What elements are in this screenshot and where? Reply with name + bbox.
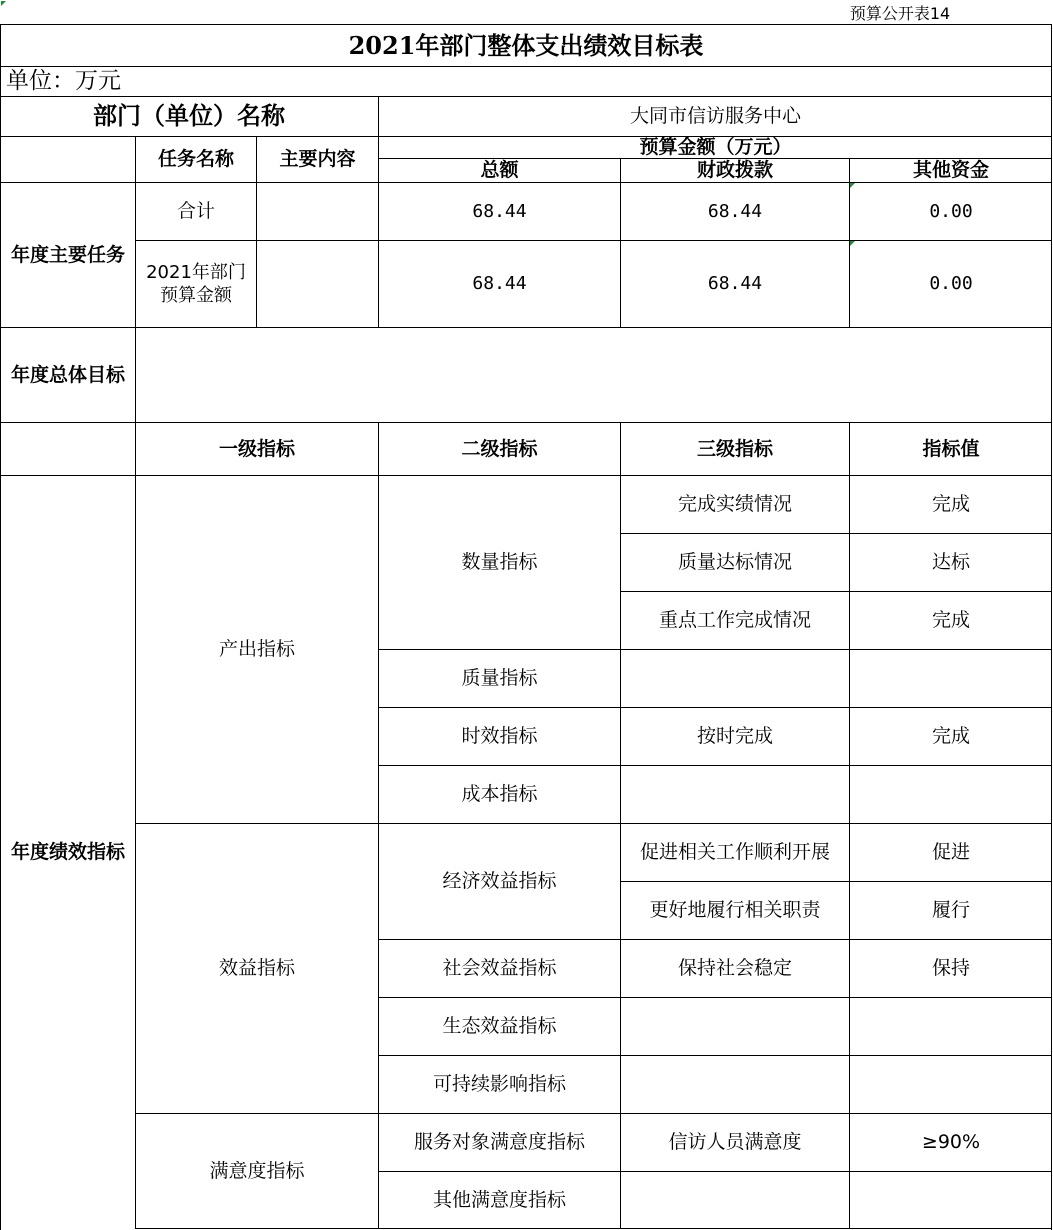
value-cell: 保持: [931, 957, 970, 980]
perf-indicators-label: 年度绩效指标: [10, 841, 125, 864]
header-other: 其他资金: [912, 159, 989, 182]
level1-benefit: 效益指标: [218, 957, 295, 980]
level3-cell: 完成实绩情况: [677, 493, 792, 516]
level3-cell: [621, 1172, 849, 1228]
level2-timeliness: 时效指标: [461, 725, 538, 748]
value-cell: ≥90%: [921, 1131, 981, 1154]
level3-cell: [621, 998, 849, 1055]
level3-cell: 按时完成: [696, 725, 773, 748]
task-other: 0.00: [929, 273, 973, 295]
task-content: [257, 183, 378, 240]
header-task-name: 任务名称: [157, 148, 234, 171]
level2-cost: 成本指标: [461, 783, 538, 806]
task-name: 2021年部门 预算金额: [146, 261, 246, 306]
task-total: 68.44: [472, 273, 527, 295]
annual-tasks-label: 年度主要任务: [10, 243, 125, 266]
level1-output: 产出指标: [218, 638, 295, 661]
value-cell: [850, 1172, 1052, 1228]
header-fiscal: 财政拨款: [696, 159, 773, 182]
header-main-content: 主要内容: [279, 148, 356, 171]
level3-cell: 信访人员满意度: [668, 1131, 802, 1154]
indicator-header-value: 指标值: [922, 437, 980, 460]
indicator-header-level1: 一级指标: [218, 437, 295, 460]
value-cell: 完成: [931, 725, 970, 748]
level3-cell: 更好地履行相关职责: [649, 899, 821, 922]
dept-label: 部门（单位）名称: [93, 101, 285, 130]
value-cell: [850, 998, 1052, 1055]
level2-ecological: 生态效益指标: [442, 1015, 557, 1038]
level3-cell: 促进相关工作顺利开展: [639, 841, 830, 864]
indicator-header-level2: 二级指标: [461, 437, 538, 460]
level2-service-satisfaction: 服务对象满意度指标: [413, 1131, 585, 1154]
value-cell: [850, 766, 1052, 823]
level3-cell: 保持社会稳定: [677, 957, 792, 980]
level2-other-satisfaction: 其他满意度指标: [432, 1188, 566, 1211]
level3-cell: [621, 766, 849, 823]
level2-social: 社会效益指标: [442, 957, 557, 980]
page-title: 2021年部门整体支出绩效目标表: [348, 30, 704, 60]
value-cell: 达标: [931, 551, 970, 574]
value-cell: [850, 650, 1052, 707]
value-cell: 履行: [931, 899, 970, 922]
value-cell: [850, 1056, 1052, 1113]
task-other: 0.00: [929, 200, 973, 222]
level3-cell: 重点工作完成情况: [658, 609, 811, 632]
level2-economic: 经济效益指标: [442, 870, 557, 893]
indicator-header-level3: 三级指标: [696, 437, 773, 460]
level3-cell: [621, 650, 849, 707]
level2-quantity: 数量指标: [461, 551, 538, 574]
header-total: 总额: [480, 159, 519, 182]
level3-cell: 质量达标情况: [677, 551, 792, 574]
level3-cell: [621, 1056, 849, 1113]
header-budget: 预算金额（万元）: [639, 136, 792, 159]
level2-sustainable: 可持续影响指标: [432, 1073, 566, 1096]
value-cell: 完成: [931, 609, 970, 632]
task-name: 合计: [176, 200, 215, 223]
value-cell: 完成: [931, 493, 970, 516]
level2-quality: 质量指标: [461, 667, 538, 690]
annual-goal-label: 年度总体目标: [10, 363, 125, 386]
dept-name: 大同市信访服务中心: [629, 105, 801, 128]
level1-satisfaction: 满意度指标: [209, 1160, 305, 1183]
task-fiscal: 68.44: [707, 273, 763, 295]
unit-label: 单位：万元: [6, 67, 121, 94]
task-total: 68.44: [472, 200, 527, 222]
task-content: [257, 241, 378, 327]
value-cell: 促进: [931, 841, 970, 864]
sheet-ref: 预算公开表14: [849, 3, 951, 23]
task-fiscal: 68.44: [707, 200, 763, 222]
annual-goal-value: [136, 328, 1052, 422]
cell-marker: [1, 1, 6, 6]
